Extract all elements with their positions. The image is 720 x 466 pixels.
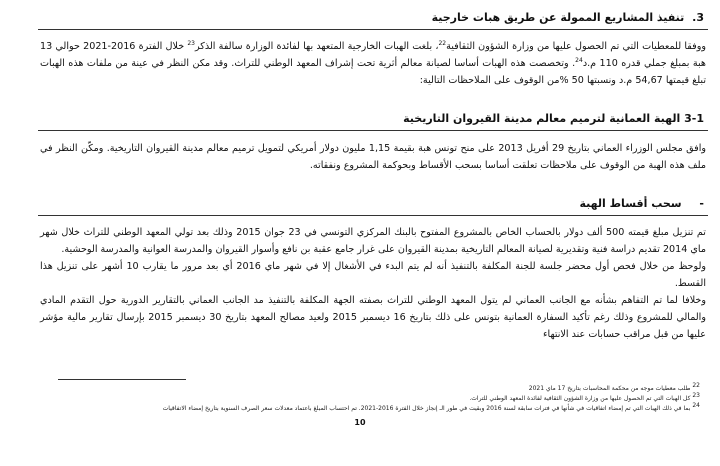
footnote-23 <box>40 394 700 404</box>
footnote-ref-24[interactable]: 24 <box>575 56 583 64</box>
subsection-a-heading <box>38 192 708 216</box>
footnote-number: 22 <box>692 382 700 389</box>
intro-text: . وتخصصت هذه الهبات أساسا لصيانة معالم أثرية تحت إشراف المعهد الوطني للتراث. وقد مكن النظر في عينة من ملفات هذه الهبات تبلغ قيمتها 54,67 م.د ونسبتها 50 <box>40 58 706 86</box>
intro-text: خلال الفترة 2016-2021 حوالي 13 هبة بمبلغ جملي <box>40 41 706 69</box>
intro-text: قدره 110 م.د <box>582 58 641 69</box>
paragraph-text: تم تنزيل مبلغ قيمته 500 ألف دولار بالحساب الخاص بالمشروع المفتوح بالبنك المركزي التونسي في 23 جوان 2015 وذلك بعد تولي المعهد الوطني للتراث خلال شهر ماي 2014 تقديم دراسة فنية وتقديرية لصيانة المعالم التاريخية بمدينة القيروان على غرار جامع عقبة بن نافع وأسوار القيروان والمدرسة العوانية والمدرسة الوحشية. <box>40 227 706 255</box>
footnote-text: بما في ذلك الهبات التي تم إمضاء اتفاقيات في شأنها في فترات سابقة لسنة 2016 وبقيت في طور الـ إنجاز خلال الفترة 2016-2021. تم احتساب المبلغ باعتماد معدلات سعر الصرف السنوية بتاريخ إمضاء الاتفاقيات <box>162 405 691 412</box>
footnotes <box>40 384 700 414</box>
paragraph-text: ولوحظ من خلال فحص أول محضر جلسة للجنة المكلفة بالتنفيذ أنه لم يتم البدء في الأشغال إلا في شهر ماي 2016 أي بعد مرور ما يقارب 10 أشهر على تنزيل هذا القسط. <box>40 261 706 289</box>
footnote-separator <box>58 379 186 380</box>
section-3-heading <box>38 6 708 30</box>
section-number: 3. <box>692 11 704 24</box>
footnote-ref-23[interactable]: 23 <box>187 39 195 47</box>
intro-text: ووفقا للمعطيات التي تم الحصول عليها من وزارة الشؤون الثقافية <box>446 41 706 52</box>
subsection-title: سحب أقساط الهبة <box>579 197 682 210</box>
section-title: تنفيذ المشاريع الممولة عن طريق هبات خارجية <box>431 11 685 24</box>
subsection-3-1-heading <box>38 107 708 131</box>
intro-paragraph <box>40 38 706 89</box>
footnote-ref-22[interactable]: 22 <box>438 39 447 47</box>
footnote-number: 24 <box>692 402 700 409</box>
intro-text: ، بلغت الهبات الخارجية المتعهد بها لفائدة الوزارة سالفة الذكر <box>194 41 439 52</box>
intro-text: %من الوقوف على الملاحظات التالية: <box>419 75 569 86</box>
subsection-a-body <box>40 224 706 343</box>
footnote-text: طلب معطيات موجه من محكمة المحاسبات بتاريخ 17 ماي 2021 <box>528 385 691 392</box>
footnote-24 <box>40 404 700 414</box>
page-number: 10 <box>354 418 366 427</box>
subsection-title: 3-1 الهبة العمانية لترميم معالم مدينة القيروان التاريخية <box>403 112 704 125</box>
paragraph-text: وافق مجلس الوزراء العماني بتاريخ 29 أفريل 2013 على منح تونس هبة بقيمة 1,15 مليون دولار أمريكي لتمويل ترميم معالم مدينة القيروان التاريخية. ومكّن النظر في ملف هذه الهبة من الوقوف على ملاحظات تعلقت أساسا بسحب الأقساط وبحوكمة المشروع ونفقاته. <box>40 143 706 171</box>
subsection-3-1-paragraph <box>40 140 706 174</box>
footnote-number: 23 <box>692 392 700 399</box>
bullet-dash: - <box>699 197 704 210</box>
paragraph-text: وخلافا لما تم التفاهم بشأنه مع الجانب العماني لم يتول المعهد الوطني للتراث بصفته الجهة المكلفة بالتنفيذ مد الجانب العماني بالتقارير الدورية حول التقدم المادي والمالي للمشروع وذلك رغم تأكيد السفارة العمانية بتونس على ذلك بتاريخ 16 ديسمبر 2015 ولعيد مصالح المعهد بتاريخ 30 ديسمبر 2015 بإرسال تقارير مالية مؤشر عليها من قبل مراقب حسابات عند الانتهاء <box>40 295 706 340</box>
footnote-text: كل الهبات التي تم الحصول عليها من وزارة الشؤون الثقافية لفائدة المعهد الوطني للتراث. <box>469 395 691 402</box>
footnote-22 <box>40 384 700 394</box>
